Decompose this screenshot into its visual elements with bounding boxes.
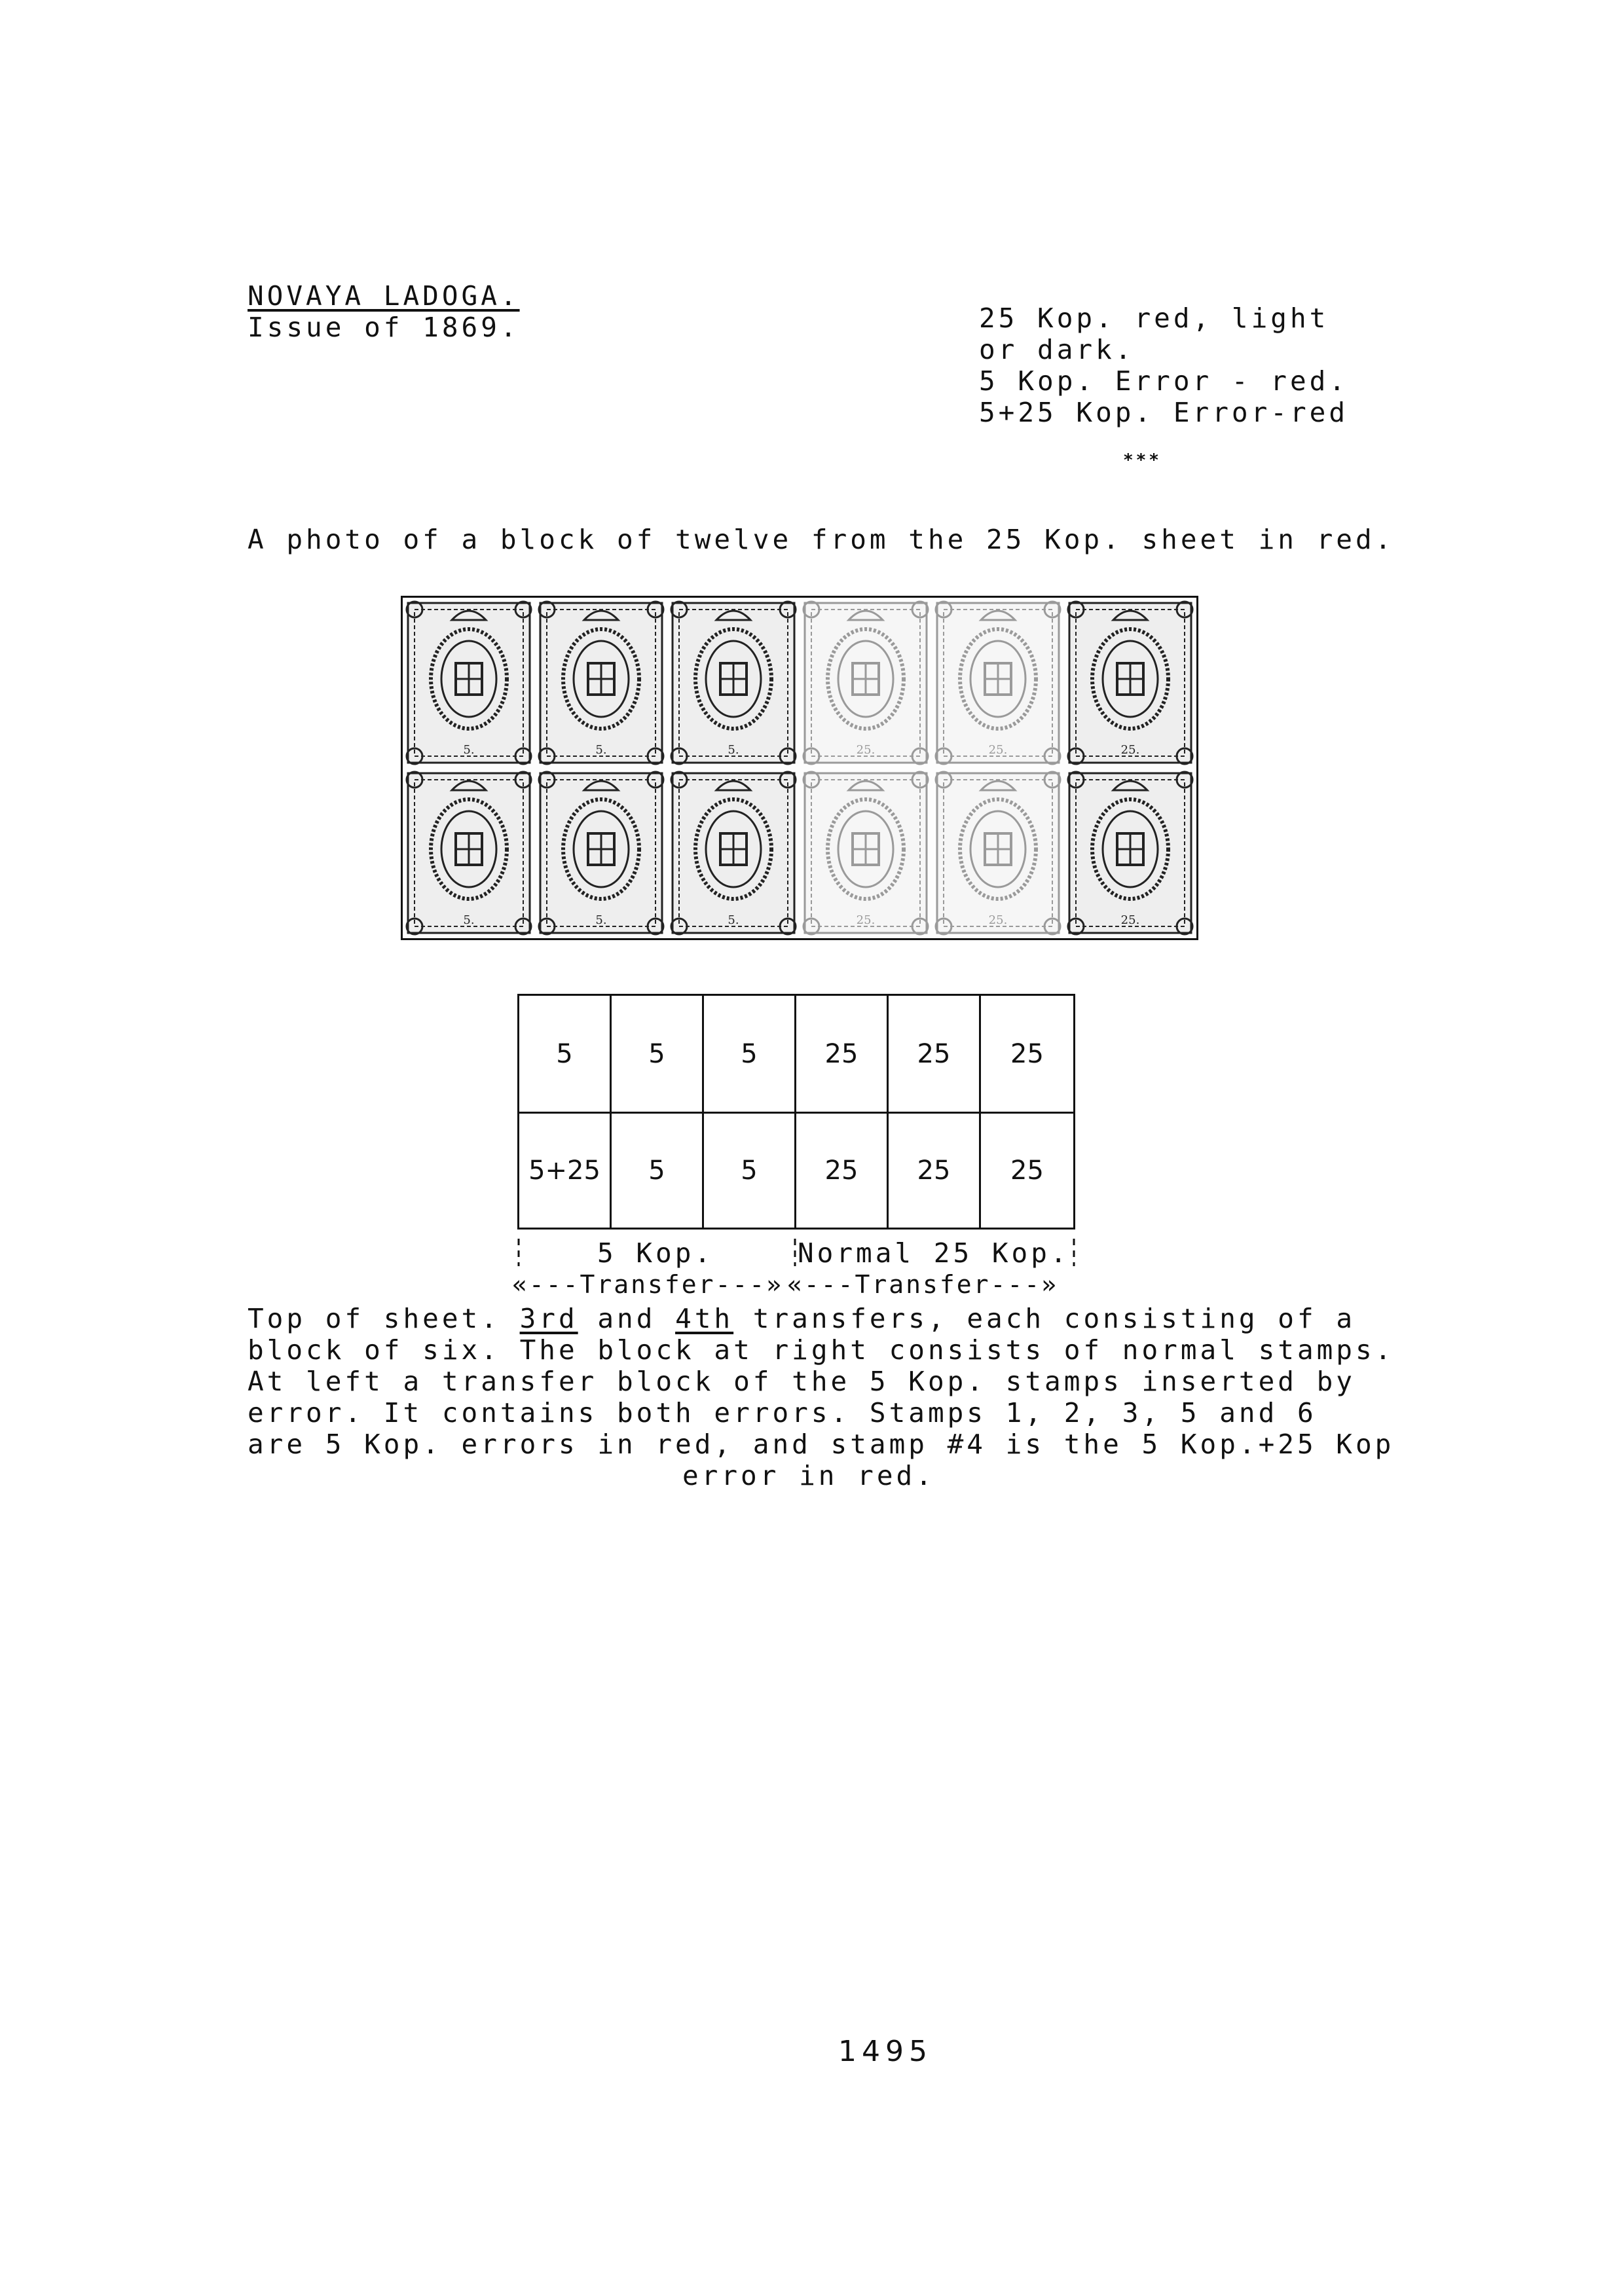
diagram-cell: 25 [887,994,981,1114]
stamp [1068,602,1192,764]
stamp-denomination: 5. [595,913,607,927]
diagram-cell: 25 [979,994,1075,1114]
stamp-denomination: 25. [988,743,1008,757]
stamp-denomination: 5. [728,743,739,757]
description-line: error. It contains both errors. Stamps 1, 2, 3, 5 and 6 [248,1397,1317,1429]
diagram-cell: 25 [887,1112,981,1230]
diagram-cell: 5 [610,1112,704,1230]
page-number: 1495 [838,2035,932,2068]
section-separator: *** [1123,450,1162,470]
transfer-labels [512,1237,1075,1309]
description-line: block of six. The block at right consists of normal stamps. [248,1334,1395,1366]
stamp-denomination: 25. [1120,743,1140,757]
stamp-denomination: 5. [463,743,475,757]
diagram-cell: 5 [702,994,796,1114]
diagram-cell: 5 [702,1112,796,1230]
value-line-3: 5 Kop. Error - red. [979,365,1348,397]
transfer-left-label: «---Transfer---» [512,1270,784,1299]
stamp [407,772,531,934]
issue-year: Issue of 1869. [248,312,520,343]
stamp [539,772,663,934]
value-line-4: 5+25 Kop. Error-red [979,397,1348,428]
page-title: NOVAYA LADOGA. [248,280,520,312]
description-paragraph [248,1303,1395,1491]
stamp [936,772,1060,934]
transfer-right-label: «---Transfer---» [787,1270,1059,1299]
description-line: error in red. [682,1460,935,1491]
five-kop-label: 5 Kop. [597,1237,714,1269]
diagram-cell: 25 [979,1112,1075,1230]
stamp-denomination: 25. [856,913,876,927]
normal-25-kop-label: Normal 25 Kop. [798,1237,1070,1269]
description-line [248,1303,1356,1334]
photo-caption: A photo of a block of twelve from the 25 Kop. sheet in red. [248,524,1395,555]
value-line-2: or dark. [979,334,1135,365]
diagram-cell: 5 [610,994,704,1114]
values-list [979,302,1348,428]
stamp [803,602,928,764]
diagram-cell: 25 [794,1112,889,1230]
value-line-1: 25 Kop. red, light [979,302,1329,334]
stamp-denomination: 5. [595,743,607,757]
stamp [671,772,796,934]
description-text: Top of sheet. [248,1303,520,1334]
description-text: 4th [675,1303,734,1334]
description-text: transfers, each consisting of a [733,1303,1356,1334]
diagram-cell: 5+25 [517,1112,612,1230]
diagram-cell: 5 [517,994,612,1114]
stamp-block-photo [401,596,1198,940]
stamp [407,602,531,764]
stamp-denomination: 25. [988,913,1008,927]
stamp-layout-diagram [517,994,1075,1230]
stamp-denomination: 5. [463,913,475,927]
description-text: and [578,1303,676,1334]
description-text: 3rd [519,1303,578,1334]
stamp [671,602,796,764]
description-line: are 5 Kop. errors in red, and stamp #4 is the 5 Kop.+25 Kop [248,1429,1395,1460]
diagram-cell: 25 [794,994,889,1114]
header-block [248,280,520,343]
stamp [1068,772,1192,934]
stamp-denomination: 25. [1120,913,1140,927]
stamp-denomination: 25. [856,743,876,757]
stamp-denomination: 5. [728,913,739,927]
description-line: At left a transfer block of the 5 Kop. stamps inserted by [248,1366,1356,1397]
stamp [803,772,928,934]
stamp [936,602,1060,764]
stamp [539,602,663,764]
